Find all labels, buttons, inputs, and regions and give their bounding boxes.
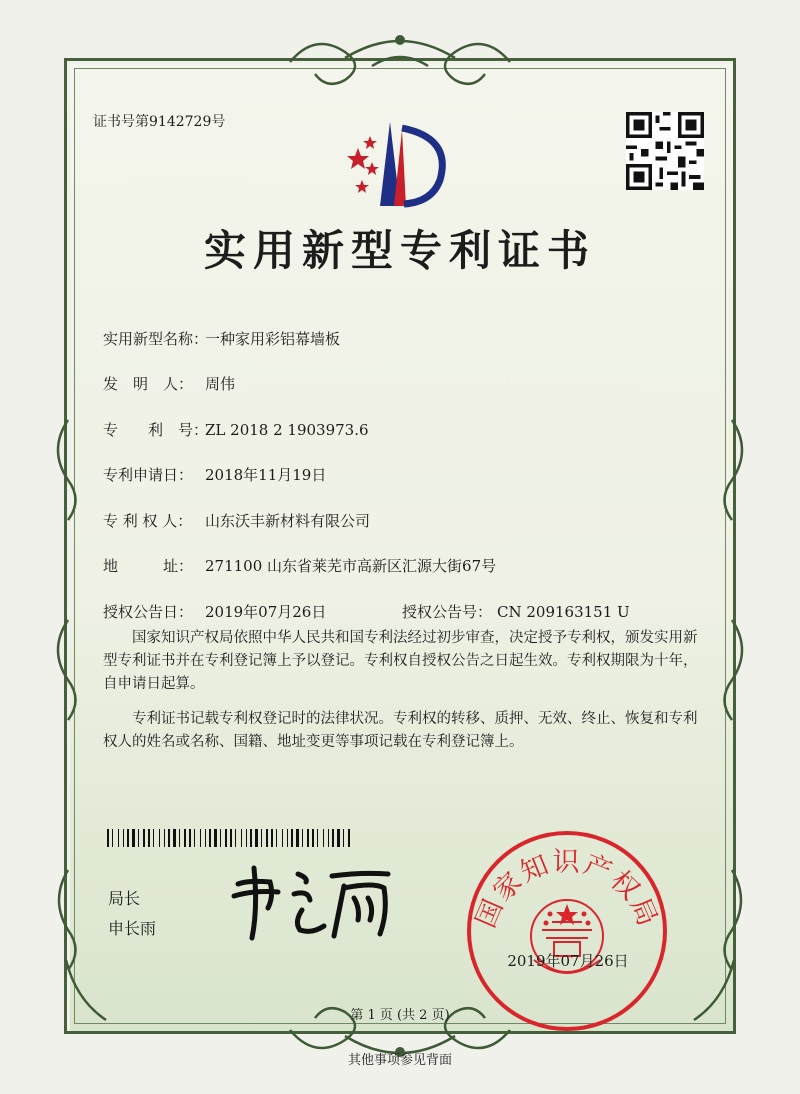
legal-paragraph-2: 专利证书记载专利权登记时的法律状况。专利权的转移、质押、无效、终止、恢复和专利权人的姓名或名称、国籍、地址变更等事项记载在专利登记簿上。 — [103, 711, 698, 750]
footer-note: 其他事项参见背面 — [347, 1053, 452, 1068]
field-value-address: 271100 山东省莱芜市高新区汇源大街67号 — [205, 557, 497, 575]
field-label-address: 地 址： — [103, 557, 194, 575]
field-value-application-date: 2018年11月19日 — [205, 466, 327, 484]
legal-paragraph-1: 国家知识产权局依照中华人民共和国专利法经过初步审查，决定授予专利权，颁发实用新型专利证书并在专利登记簿上予以登记。专利权自授权公告之日起生效。专利权期限为十年，自申请日起算。 — [103, 630, 698, 692]
seal-date: 2019年07月26日 — [507, 952, 629, 970]
barcode — [107, 829, 351, 847]
qr-code — [626, 112, 704, 190]
certificate-number: 证书号第9142729号 — [93, 114, 226, 130]
field-label-grant-announcement-date: 授权公告日： — [103, 603, 194, 621]
seal-text: 国家知识产权局 — [470, 847, 664, 933]
cnipa-logo — [340, 110, 456, 210]
field-value-patent-number: ZL 2018 2 1903973.6 — [205, 421, 369, 439]
page-indicator: 第 1 页 (共 2 页) — [350, 1008, 450, 1023]
field-label-patentee: 专 利 权 人： — [103, 512, 193, 530]
director-name: 申长雨 — [108, 919, 157, 938]
field-label-inventor: 发 明 人： — [103, 375, 194, 393]
director-title: 局长 — [108, 889, 141, 908]
director-signature — [228, 862, 398, 942]
field-value-patentee: 山东沃丰新材料有限公司 — [205, 512, 371, 530]
field-value-announcement-number: CN 209163151 U — [497, 603, 630, 621]
field-label-utility-model-name: 实用新型名称： — [103, 330, 209, 348]
field-label-announcement-number: 授权公告号： — [402, 603, 493, 621]
field-label-application-date: 专利申请日： — [103, 466, 194, 484]
field-label-patent-number: 专 利 号： — [103, 421, 209, 439]
field-value-grant-announcement-date: 2019年07月26日 — [205, 603, 327, 621]
field-value-inventor: 周伟 — [205, 375, 236, 393]
document-title: 实用新型专利证书 — [203, 226, 596, 275]
field-value-utility-model-name: 一种家用彩铝幕墙板 — [205, 330, 341, 348]
